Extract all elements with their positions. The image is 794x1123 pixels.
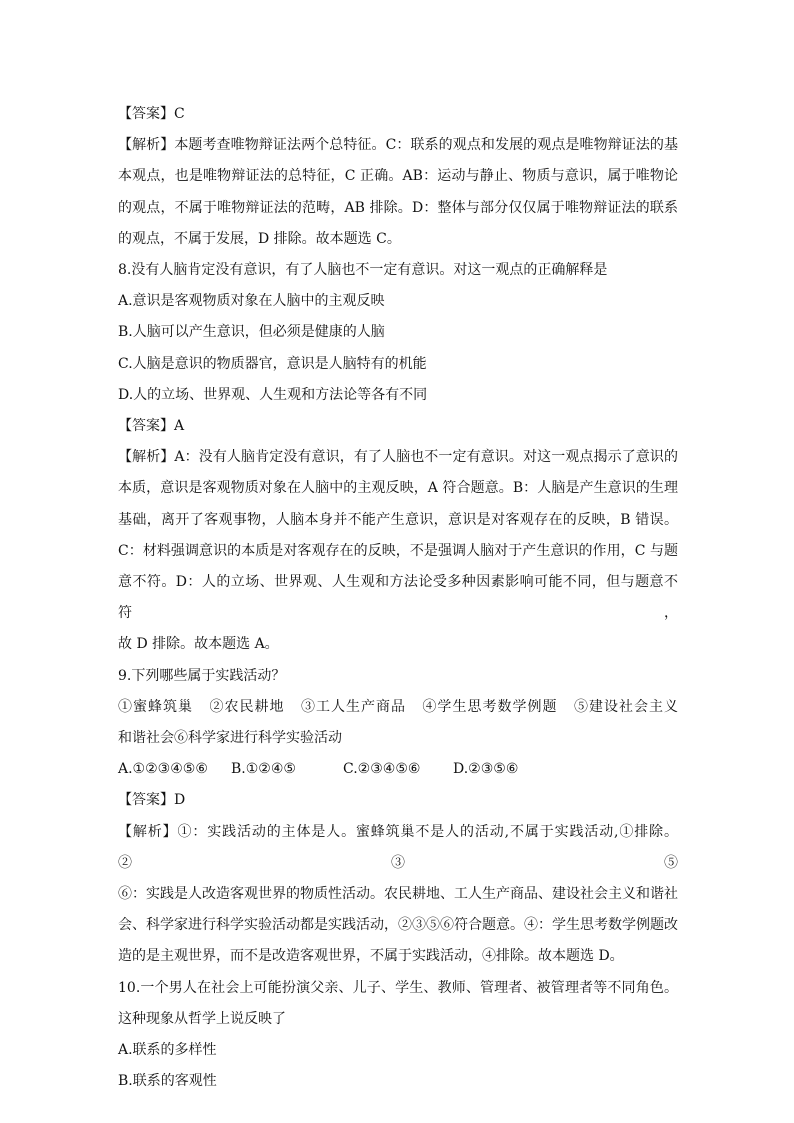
option-c: C.人脑是意识的物质器官，意识是人脑特有的机能 [118,355,427,372]
analysis-text: 本题考查唯物辩证法两个总特征。C：联系的观点和发展的观点是唯物辩证法的基 [174,137,678,154]
answer-value: D [174,792,186,809]
analysis-text: A：没有人脑肯定没有意识，有了人脑也不一定有意识。对这一观点揭示了意识的 [174,449,679,466]
answer-tag: 【答案】 [118,418,174,435]
question-9-items [118,692,678,723]
analysis-line [118,442,678,473]
analysis-line: 故 D 排除。故本题选 A。 [118,636,279,653]
item: ②农民耕地 [209,698,285,715]
answer-tag: 【答案】 [118,106,174,122]
question-9-options [118,754,678,785]
option-c: C.②③④⑤⑥ [343,761,421,778]
answer-line-q9 [118,785,678,816]
question-8-stem: 8.没有人脑肯定没有意识，有了人脑也不一定有意识。对这一观点的正确解释是 [118,262,608,279]
item: ①蜜蜂筑巢 [118,698,194,715]
document-page [118,99,678,1098]
analysis-text: ①：实践活动的主体是人。蜜蜂筑巢不是人的活动,不属于实践活动,①排除。②③⑤ [118,823,678,871]
analysis-line [118,817,678,879]
item: ③工人生产商品 [300,698,407,715]
option-a: A.①②③④⑤⑥ [118,761,208,778]
analysis-line: 的观点，不属于唯物辩证法的范畴，AB 排除。D：整体与部分仅仅属于唯物辩证法的联系 [118,199,678,216]
option-d: D.人的立场、世界观、人生观和方法论等各有不同 [118,386,428,403]
question-10-stem-cont: 这种现象从哲学上说反映了 [118,1010,286,1027]
answer-line-q7 [118,99,678,130]
question-9-stem: 9.下列哪些属于实践活动？ [118,667,286,684]
answer-value: A [174,418,185,435]
answer-value: C [174,106,185,122]
option-a: A.联系的多样性 [118,1042,217,1059]
analysis-tag: 【解析】 [118,449,175,466]
analysis-tag: 【解析】 [118,137,175,154]
analysis-line: 的观点，不属于发展，D 排除。故本题选 C。 [118,230,401,247]
analysis-line [118,130,678,161]
analysis-line: ⑥：实践是人改造客观世界的物质性活动。农民耕地、工人生产商品、建设社会主义和谐社 [118,886,678,903]
answer-tag: 【答案】 [118,792,174,809]
item: ⑤建设社会主义 [573,698,679,715]
analysis-tag: 【解析】 [118,823,178,840]
analysis-line: 会、科学家进行科学实验活动都是实践活动，②③⑤⑥符合题意。④：学生思考数学例题改 [118,917,678,934]
option-a: A.意识是客观物质对象在人脑中的主观反映 [118,293,385,310]
option-b: B.①②④⑤ [231,761,296,778]
option-d: D.②③⑤⑥ [453,761,519,778]
item: ④学生思考数学例题 [422,698,558,715]
analysis-line: 本观点，也是唯物辩证法的总特征，C 正确。AB：运动与静止、物质与意识，属于唯物论 [118,168,678,185]
question-10-stem: 10.一个男人在社会上可能扮演父亲、儿子、学生、教师、管理者、被管理者等不同角色。 [118,979,678,996]
option-b: B.联系的客观性 [118,1073,217,1090]
analysis-line: C：材料强调意识的本质是对客观存在的反映，不是强调人脑对于产生意识的作用，C 与题 [118,542,678,559]
analysis-line: 造的是主观世界，而不是改造客观世界，不属于实践活动，④排除。故本题选 D。 [118,948,624,965]
answer-line-q8 [118,411,678,442]
option-b: B.人脑可以产生意识，但必须是健康的人脑 [118,324,385,341]
analysis-line: 基础，离开了客观事物，人脑本身并不能产生意识，意识是对客观存在的反映，B 错误。 [118,511,678,528]
question-9-items-cont: 和谐社会⑥科学家进行科学实验活动 [118,730,342,747]
analysis-line: 本质，意识是客观物质对象在人脑中的主观反映，A 符合题意。B：人脑是产生意识的生理 [118,480,678,497]
analysis-line: 意不符。D：人的立场、世界观、人生观和方法论受多种因素影响可能不同，但与题意不符， [118,574,678,622]
